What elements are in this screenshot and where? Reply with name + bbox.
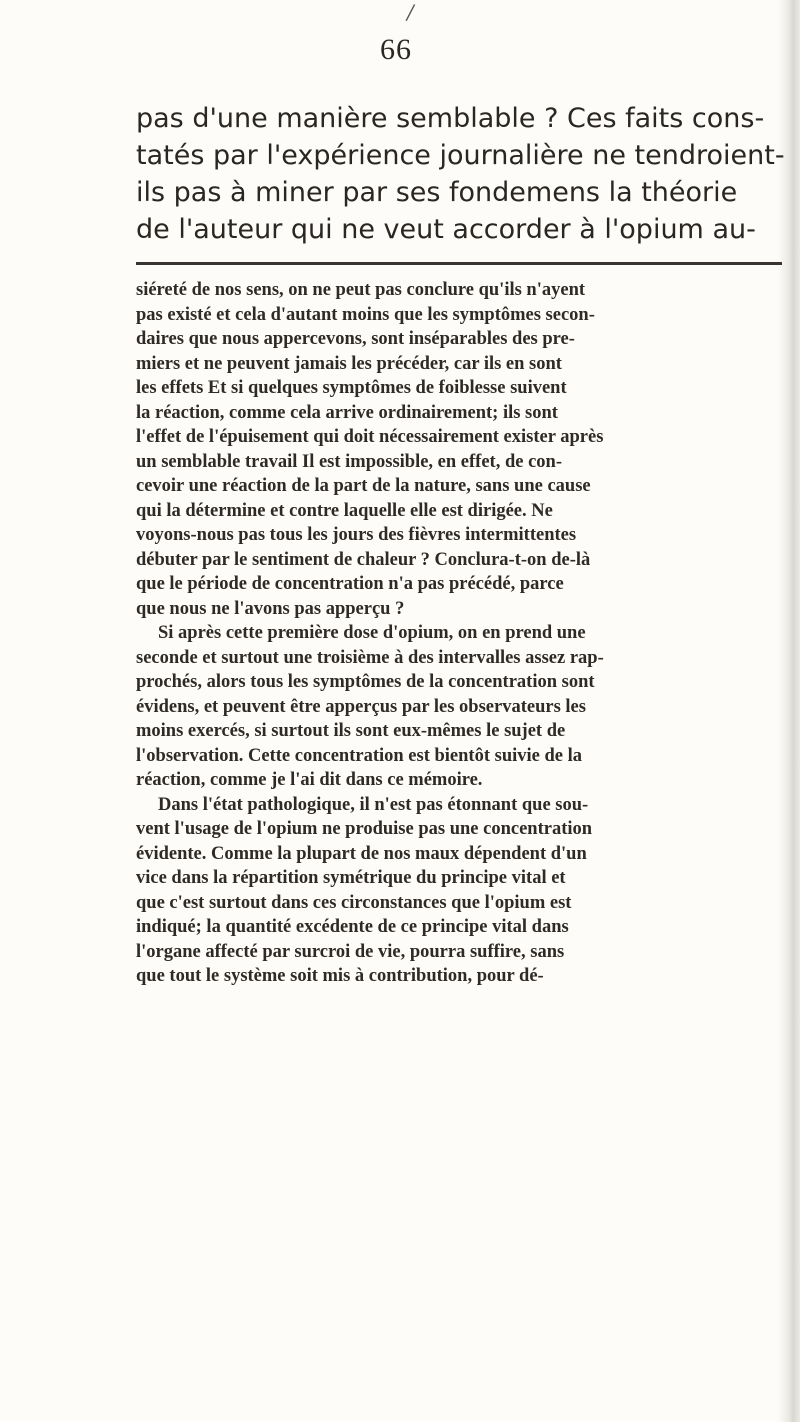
text-line: seconde et surtout une troisième à des intervalles assez rap- [136,647,604,668]
text-line: vice dans la répartition symétrique du principe vital et [136,868,566,888]
text-line: l'observation. Cette concentration est bientôt suivie de la [136,745,582,766]
text-line: voyons-nous pas tous les jours des fièvres intermittentes [136,525,577,545]
text-line: Dans l'état pathologique, il n'est pas étonnant que sou- [158,794,589,815]
text-line: évidens, et peuvent être apperçus par les observateurs les [136,696,586,717]
text-line: un semblable travail Il est impossible, en effet, de con- [136,451,562,472]
text-line: indiqué; la quantité excédente de ce principe vital dans [136,917,569,937]
text-line: évidente. Comme la plupart de nos maux dépendent d'un [136,843,587,864]
text-line: pas d'une manière semblable ? Ces faits cons- [136,103,765,134]
text-line: cevoir une réaction de la part de la nature, sans une cause [136,476,591,496]
text-line: Si après cette première dose d'opium, on en prend une [158,623,586,643]
text-line: siéreté de nos sens, on ne peut pas conclure qu'ils n'ayent [136,280,586,300]
text-line: les effets Et si quelques symptômes de foiblesse suivent [136,378,567,398]
text-line: que le période de concentration n'a pas précédé, parce [136,574,564,594]
text-line: prochés, alors tous les symptômes de la concentration sont [136,672,595,692]
text-line: pas existé et cela d'autant moins que les symptômes secon- [136,304,595,325]
text-line: ils pas à miner par ses fondemens la théorie [136,177,738,208]
text-line: de l'auteur qui ne veut accorder à l'opium au- [136,214,756,245]
upper-paragraph [136,100,785,248]
text-line: miers et ne peuvent jamais les précéder, car ils en sont [136,353,562,374]
text-line: moins exercés, si surtout ils sont eux-mêmes le sujet de [136,721,566,741]
text-line: qui la détermine et contre laquelle elle est dirigée. Ne [136,500,553,521]
text-line: l'organe affecté par surcroi de vie, pourra suffire, sans [136,941,565,962]
text-line: que tout le système soit mis à contribution, pour dé- [136,966,544,986]
text-line: réaction, comme je l'ai dit dans ce mémoire. [136,770,483,790]
text-line: tatés par l'expérience journalière ne tendroient- [136,140,785,171]
horizontal-rule [136,262,782,265]
text-line: que nous ne l'avons pas apperçu ? [136,598,405,619]
text-line: que c'est surtout dans ces circonstances que l'opium est [136,892,572,913]
top-mark: / [407,0,414,24]
page-number: 66 [380,33,412,66]
lower-text [136,278,604,989]
text-line: la réaction, comme cela arrive ordinairement; ils sont [136,402,558,423]
text-line: daires que nous appercevons, sont inséparables des pre- [136,329,575,349]
text-line: vent l'usage de l'opium ne produise pas une concentration [136,819,593,839]
text-line: l'effet de l'épuisement qui doit nécessairement exister après [136,427,604,447]
text-line: débuter par le sentiment de chaleur ? Conclura-t-on de-là [136,549,591,570]
